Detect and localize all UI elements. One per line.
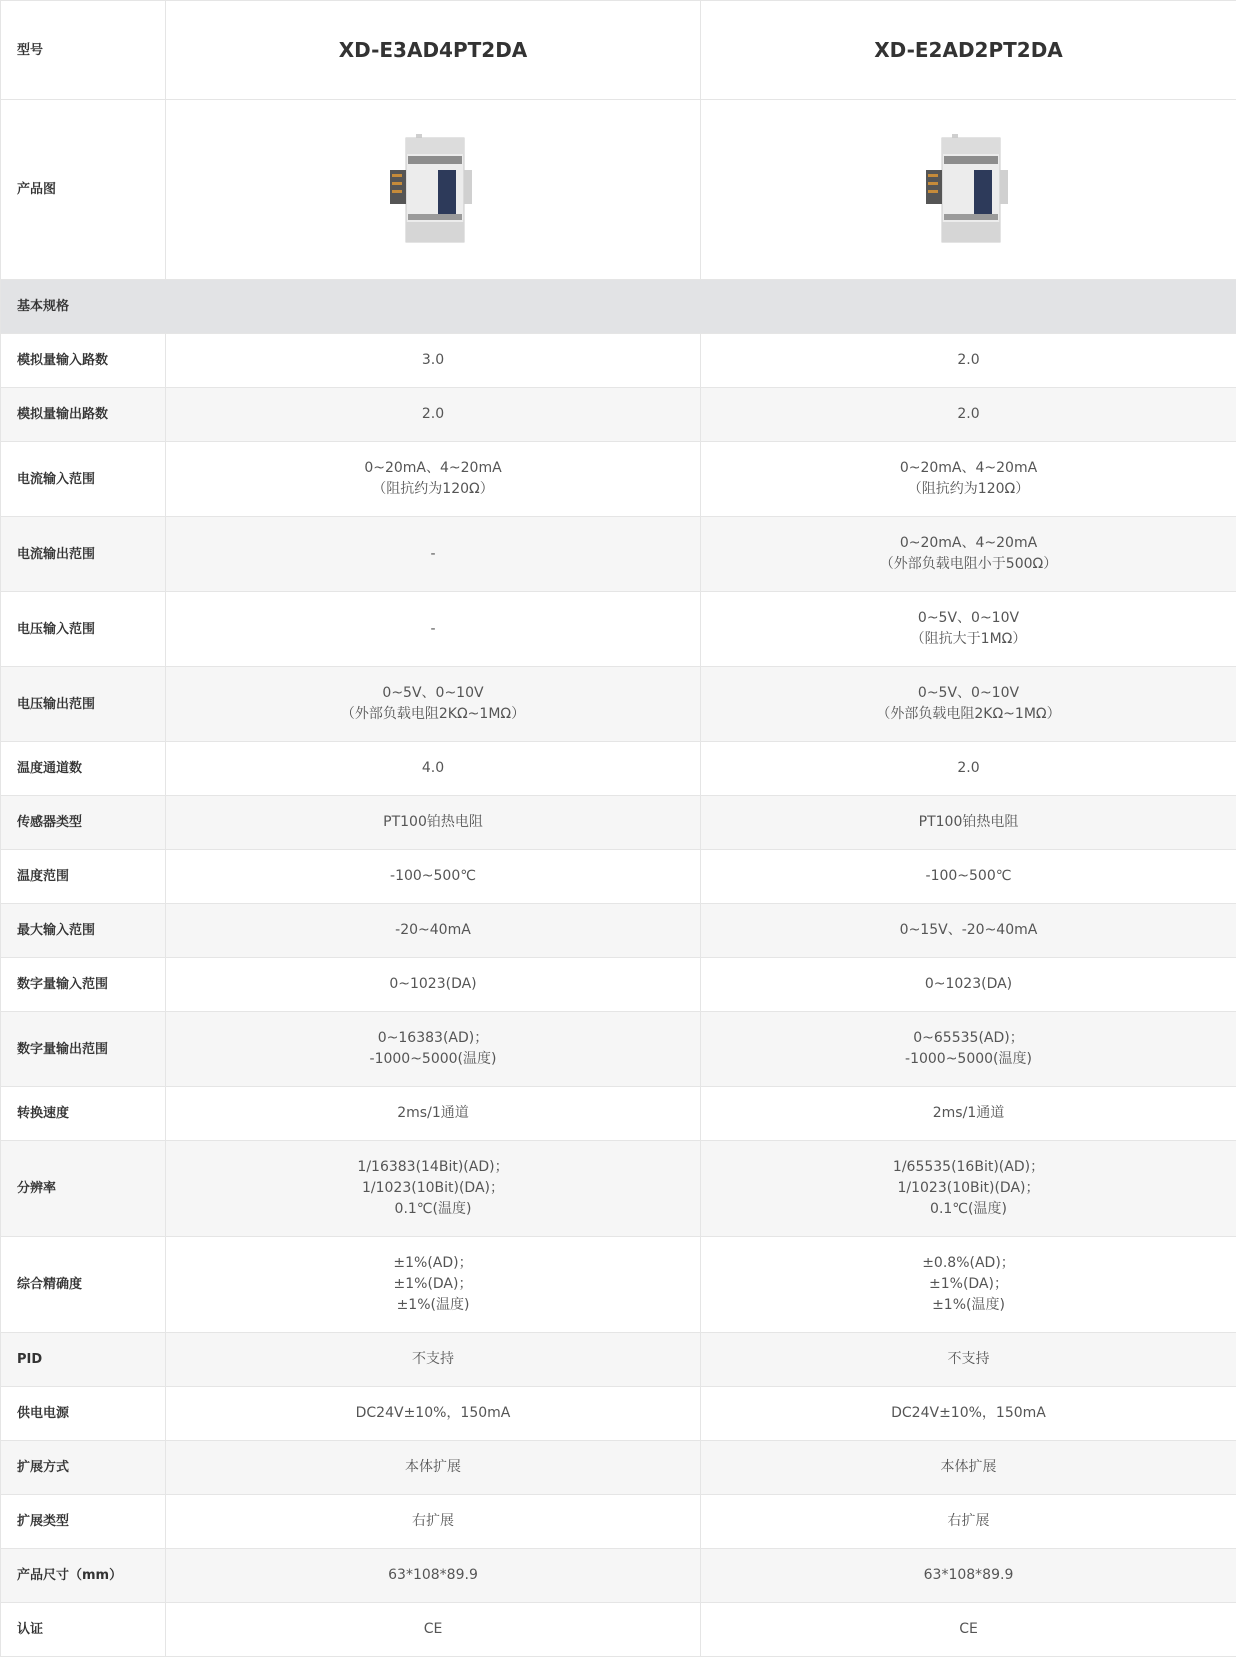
spec-value-line: 0~5V、0~10V xyxy=(917,610,1020,626)
row-label: 扩展方式 xyxy=(1,1441,166,1494)
table-row xyxy=(1,1141,1236,1237)
spec-value-line: （外部负载电阻2KΩ~1MΩ） xyxy=(876,706,1061,722)
spec-value xyxy=(701,742,1236,795)
spec-value-line: 右扩展 xyxy=(947,1513,990,1529)
table-row xyxy=(1,1012,1236,1087)
section-header xyxy=(1,280,1236,334)
product-image-cell xyxy=(166,100,701,279)
spec-value-line: 2.0 xyxy=(957,406,980,422)
spec-value xyxy=(701,958,1236,1011)
spec-value-line: 0~16383(AD)； xyxy=(377,1030,489,1046)
spec-value-line: 0~20mA、4~20mA xyxy=(364,460,502,476)
spec-value xyxy=(166,1441,701,1494)
table-row xyxy=(1,1495,1236,1549)
spec-value-line: 右扩展 xyxy=(412,1513,454,1529)
row-label: 电压输出范围 xyxy=(1,667,166,741)
spec-value-line: 63*108*89.9 xyxy=(388,1567,478,1583)
spec-value-line: 1/16383(14Bit)(AD)； xyxy=(357,1159,509,1175)
table-row xyxy=(1,1237,1236,1333)
spec-value-line: ±1%(温度) xyxy=(932,1297,1005,1313)
spec-value-line: 0~20mA、4~20mA xyxy=(899,460,1038,476)
spec-value-line: -100~500℃ xyxy=(925,868,1012,884)
table-row xyxy=(1,850,1236,904)
spec-value-line: - xyxy=(430,545,436,562)
table-row xyxy=(1,904,1236,958)
spec-value xyxy=(166,1495,701,1548)
table-row xyxy=(1,958,1236,1012)
spec-value xyxy=(166,1237,701,1332)
spec-value-line: 0~1023(DA) xyxy=(389,976,477,992)
spec-value-line: ±1%(DA)； xyxy=(393,1276,473,1292)
spec-value-line: 2.0 xyxy=(957,352,980,368)
spec-value-line: 2.0 xyxy=(421,406,445,422)
spec-value-line: 63*108*89.9 xyxy=(923,1567,1014,1583)
spec-value-line: 不支持 xyxy=(947,1351,990,1367)
spec-value-line: 2ms/1通道 xyxy=(932,1105,1005,1121)
row-label: PID xyxy=(1,1333,166,1386)
spec-value xyxy=(701,388,1236,441)
spec-value-line: 3.0 xyxy=(421,352,445,368)
spec-value xyxy=(701,517,1236,591)
table-row xyxy=(1,1333,1236,1387)
spec-value-line: 0~20mA、4~20mA xyxy=(899,535,1038,551)
spec-value xyxy=(701,592,1236,666)
table-row xyxy=(1,667,1236,742)
row-label: 传感器类型 xyxy=(1,796,166,849)
spec-value-line: 0~5V、0~10V xyxy=(917,685,1020,701)
spec-value-line: 0.1℃(温度) xyxy=(930,1201,1007,1217)
model-name: XD-E3AD4PT2DA xyxy=(166,1,701,99)
row-label: 电流输出范围 xyxy=(1,517,166,591)
table-row xyxy=(1,1087,1236,1141)
spec-value xyxy=(166,442,701,516)
row-label: 模拟量输入路数 xyxy=(1,334,166,387)
spec-value-line: ±1%(温度) xyxy=(396,1297,470,1313)
row-label: 产品尺寸（mm） xyxy=(1,1549,166,1602)
row-label: 最大输入范围 xyxy=(1,904,166,957)
row-label: 型号 xyxy=(1,1,166,99)
row-label: 综合精确度 xyxy=(1,1237,166,1332)
spec-value xyxy=(166,1549,701,1602)
spec-value xyxy=(166,1387,701,1440)
table-row xyxy=(1,592,1236,667)
spec-value xyxy=(701,334,1236,387)
spec-value xyxy=(166,334,701,387)
table-row xyxy=(1,1387,1236,1441)
spec-value xyxy=(701,796,1236,849)
product-image xyxy=(388,130,478,250)
row-label: 温度通道数 xyxy=(1,742,166,795)
spec-value xyxy=(701,1549,1236,1602)
spec-value xyxy=(701,1087,1236,1140)
spec-value-line: 本体扩展 xyxy=(940,1459,997,1475)
row-label: 电流输入范围 xyxy=(1,442,166,516)
model-name: XD-E2AD2PT2DA xyxy=(701,1,1236,99)
spec-value-line: -1000~5000(温度) xyxy=(905,1051,1032,1067)
spec-value xyxy=(701,1441,1236,1494)
row-label: 产品图 xyxy=(1,100,166,279)
row-label: 认证 xyxy=(1,1603,166,1656)
spec-value-line: （外部负载电阻小于500Ω） xyxy=(879,556,1058,572)
spec-value-line: 本体扩展 xyxy=(405,1459,461,1475)
spec-value xyxy=(166,388,701,441)
product-image-row xyxy=(1,100,1236,280)
spec-value xyxy=(701,904,1236,957)
spec-value-line: 不支持 xyxy=(412,1351,454,1367)
spec-value-line: （阻抗大于1MΩ） xyxy=(910,631,1027,647)
spec-value xyxy=(166,517,701,591)
spec-value-line: 1/65535(16Bit)(AD)； xyxy=(892,1159,1045,1175)
spec-value xyxy=(166,1603,701,1656)
spec-value-line: 1/1023(10Bit)(DA)； xyxy=(361,1180,504,1196)
spec-value xyxy=(701,442,1236,516)
table-row xyxy=(1,388,1236,442)
spec-value xyxy=(166,1333,701,1386)
row-label: 数字量输入范围 xyxy=(1,958,166,1011)
spec-value-line: - xyxy=(430,620,436,637)
table-row xyxy=(1,442,1236,517)
spec-value-line: （阻抗约为120Ω） xyxy=(372,481,494,497)
spec-value-line: 4.0 xyxy=(421,760,445,776)
table-row xyxy=(1,742,1236,796)
spec-value xyxy=(701,1012,1236,1086)
spec-value-line: DC24V±10%，150mA xyxy=(891,1405,1046,1421)
spec-rows xyxy=(1,334,1236,1657)
spec-value-line: ±0.8%(AD)； xyxy=(922,1255,1015,1271)
spec-value xyxy=(701,1495,1236,1548)
spec-value xyxy=(166,850,701,903)
spec-value-line: DC24V±10%，150mA xyxy=(355,1405,511,1421)
section-label: 基本规格 xyxy=(17,299,70,314)
spec-value-line: 0.1℃(温度) xyxy=(394,1201,472,1217)
spec-value xyxy=(166,1087,701,1140)
spec-value xyxy=(166,904,701,957)
spec-value-line: 0~5V、0~10V xyxy=(382,685,484,701)
table-row xyxy=(1,1549,1236,1603)
row-label: 模拟量输出路数 xyxy=(1,388,166,441)
spec-value-line: 0~65535(AD)； xyxy=(913,1030,1024,1046)
spec-value xyxy=(701,850,1236,903)
spec-value-line: ±1%(DA)； xyxy=(929,1276,1008,1292)
table-row xyxy=(1,517,1236,592)
row-label: 扩展类型 xyxy=(1,1495,166,1548)
spec-value-line: 0~1023(DA) xyxy=(924,976,1013,992)
spec-value xyxy=(701,1333,1236,1386)
spec-value xyxy=(701,1141,1236,1236)
spec-value xyxy=(166,592,701,666)
table-row xyxy=(1,1603,1236,1657)
row-label: 电压输入范围 xyxy=(1,592,166,666)
spec-value xyxy=(701,1237,1236,1332)
spec-value-line: 0~15V、-20~40mA xyxy=(899,922,1038,938)
spec-value xyxy=(166,742,701,795)
spec-value xyxy=(701,1603,1236,1656)
spec-value xyxy=(701,667,1236,741)
row-label: 供电电源 xyxy=(1,1387,166,1440)
row-label: 数字量输出范围 xyxy=(1,1012,166,1086)
spec-value-line: ±1%(AD)； xyxy=(393,1255,473,1271)
row-label: 温度范围 xyxy=(1,850,166,903)
spec-value-line: 1/1023(10Bit)(DA)； xyxy=(897,1180,1040,1196)
spec-value-line: CE xyxy=(959,1621,978,1637)
spec-value-line: -1000~5000(温度) xyxy=(369,1051,497,1067)
spec-value xyxy=(166,667,701,741)
spec-value-line: 2ms/1通道 xyxy=(397,1105,469,1121)
spec-value-line: PT100铂热电阻 xyxy=(918,814,1019,830)
product-image xyxy=(924,130,1014,250)
product-image-cell xyxy=(701,100,1236,279)
spec-value-line: -20~40mA xyxy=(395,922,471,938)
spec-value-line: CE xyxy=(423,1621,443,1637)
row-label: 分辨率 xyxy=(1,1141,166,1236)
spec-value-line: 2.0 xyxy=(957,760,980,776)
table-row xyxy=(1,1441,1236,1495)
model-row xyxy=(1,0,1236,100)
row-label: 转换速度 xyxy=(1,1087,166,1140)
spec-value xyxy=(166,958,701,1011)
spec-value-line: （外部负载电阻2KΩ~1MΩ） xyxy=(340,706,526,722)
spec-value-line: （阻抗约为120Ω） xyxy=(907,481,1030,497)
spec-value xyxy=(166,796,701,849)
spec-value xyxy=(166,1012,701,1086)
spec-value xyxy=(166,1141,701,1236)
spec-value-line: PT100铂热电阻 xyxy=(383,814,483,830)
spec-value-line: -100~500℃ xyxy=(390,868,476,884)
spec-value xyxy=(701,1387,1236,1440)
table-row xyxy=(1,796,1236,850)
table-row xyxy=(1,334,1236,388)
